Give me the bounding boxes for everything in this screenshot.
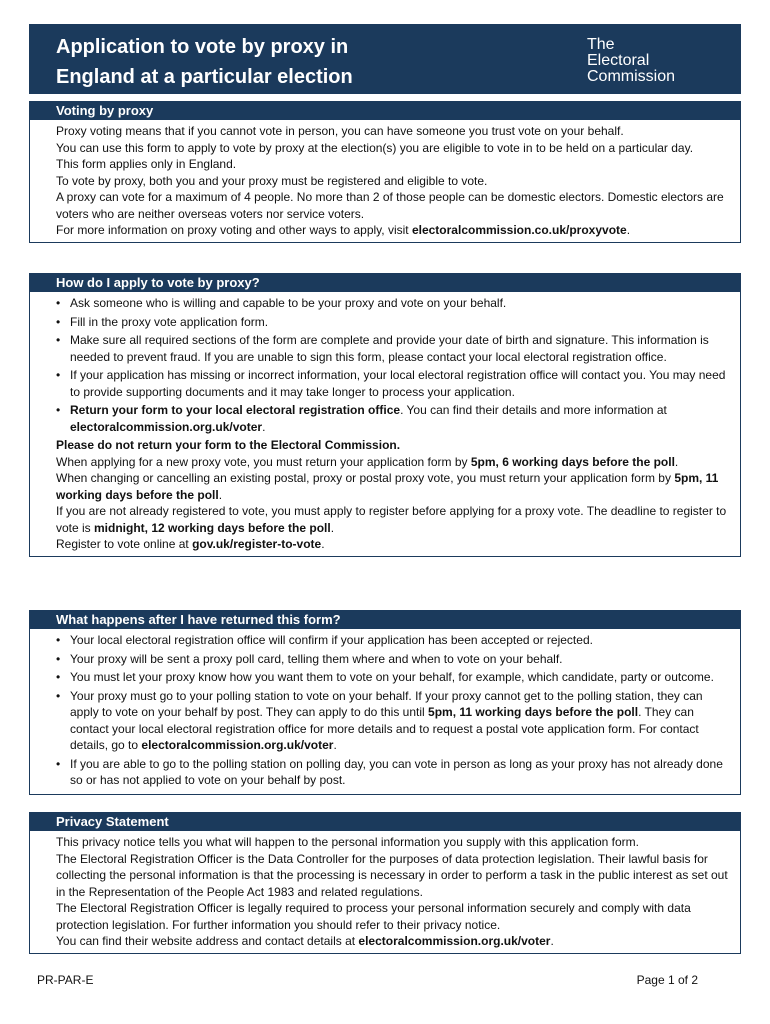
section-privacy-statement (29, 812, 741, 954)
page-title: Application to vote by proxy in England at a particular election (56, 36, 353, 88)
paragraph: This privacy notice tells you what will happen to the personal information you supply with this application form. (56, 835, 639, 849)
list-item: • If you are able to go to the polling station on polling day, you can vote in person as long as your proxy has not already done so or has not applied to vote on your behalf by post. (56, 756, 730, 789)
list-item: • Make sure all required sections of the form are complete and provide your date of birth and signature. This information is needed to prevent fraud. If you are unable to sign this form, please contact your local electoral registration office. (56, 332, 730, 365)
notice: Please do not return your form to the Electoral Commission. (56, 438, 401, 452)
list-item: • If your application has missing or incorrect information, your local electoral registration office will contact you. You may need to provide supporting documents and it may take longer to process your application. (56, 367, 730, 400)
paragraph: For more information on proxy voting and other ways to apply, visit electoralcommission.co.uk/proxyvote. (56, 223, 631, 237)
paragraph: The Electoral Registration Officer is legally required to process your personal information securely and comply with data protection legislation. For further information you should refer to their privacy notice. (56, 901, 691, 932)
paragraph: You can use this form to apply to vote by proxy at the election(s) you are eligible to vote in to be held on a particular day. (56, 140, 694, 155)
electoral-commission-logo: The Electoral Commission (587, 36, 676, 85)
register-link[interactable]: gov.uk/register-to-vote (192, 537, 322, 551)
section-how-to-apply (29, 273, 741, 557)
paragraph: This form applies only in England. (56, 157, 237, 171)
section-body (29, 120, 741, 243)
list-item: • Ask someone who is willing and capable to be your proxy and vote on your behalf. (56, 295, 730, 312)
paragraph: When applying for a new proxy vote, you must return your application form by 5pm, 6 working days before the poll. (56, 454, 679, 469)
voter-link[interactable]: electoralcommission.org.uk/voter (70, 419, 263, 434)
paragraph: A proxy can vote for a maximum of 4 people. No more than 2 of those people can be domestic electors. Domestic electors are voters who are neither overseas voters nor service voters. (56, 190, 724, 221)
section-heading: How do I apply to vote by proxy? (29, 273, 741, 292)
paragraph: If you are not already registered to vote, you must apply to register before applying for a proxy vote. The deadline to register to vote is midnight, 12 working days before the poll. (56, 504, 727, 535)
list-item: • Your local electoral registration office will confirm if your application has been accepted or rejected. (56, 632, 730, 649)
page-number: Page 1 of 2 (636, 973, 698, 987)
header-banner (29, 24, 741, 94)
paragraph: The Electoral Registration Officer is the Data Controller for the purposes of data protection legislation. Their lawful basis for collecting the personal information is that the processing is necessary in order to perform a task in the public interest as set out in the Representation of the People Act 1983 and related regulations. (56, 851, 728, 899)
section-body (29, 831, 741, 954)
section-body (29, 629, 741, 795)
list-item: • You must let your proxy know how you want them to vote on your behalf, for example, which candidate, party or outcome. (56, 669, 730, 686)
list-item: • Fill in the proxy vote application form. (56, 314, 730, 331)
paragraph: You can find their website address and contact details at electoralcommission.org.uk/voter. (56, 934, 554, 948)
section-after-returning (29, 610, 741, 795)
paragraph: When changing or cancelling an existing postal, proxy or postal proxy vote, you must return your application form by 5pm, 11 working days before the poll. (56, 471, 719, 502)
list-item: • Your proxy will be sent a proxy poll card, telling them where and when to vote on your behalf. (56, 651, 730, 668)
paragraph: To vote by proxy, both you and your proxy must be registered and eligible to vote. (56, 173, 488, 188)
paragraph: Proxy voting means that if you cannot vote in person, you can have someone you trust vote on your behalf. (56, 124, 624, 138)
section-body (29, 292, 741, 557)
bullet-list (56, 632, 730, 789)
paragraph: Register to vote online at gov.uk/register-to-vote. (56, 537, 325, 551)
list-item: • Return your form to your local electoral registration office. You can find their details and more information at electoralcommission.org.uk/voter. (56, 402, 730, 435)
list-item: • Your proxy must go to your polling station to vote on your behalf. If your proxy cannot get to the polling station, they can apply to vote on your behalf by post. They can apply to do this until 5pm, 11 working days before the poll. They can contact your local electoral registration office for more details and to request a postal vote application form. For contact details, go to electoralcommission.org.uk/voter. (56, 688, 730, 754)
section-voting-by-proxy (29, 101, 741, 243)
form-code: PR-PAR-E (37, 973, 94, 987)
section-heading: Privacy Statement (29, 812, 741, 831)
voter-link[interactable]: electoralcommission.org.uk/voter (358, 934, 551, 948)
proxyvote-link[interactable]: electoralcommission.co.uk/proxyvote (411, 223, 627, 237)
section-heading: Voting by proxy (29, 101, 741, 120)
voter-link[interactable]: electoralcommission.org.uk/voter (141, 738, 334, 752)
section-heading: What happens after I have returned this form? (29, 610, 741, 629)
bullet-list (56, 295, 730, 435)
